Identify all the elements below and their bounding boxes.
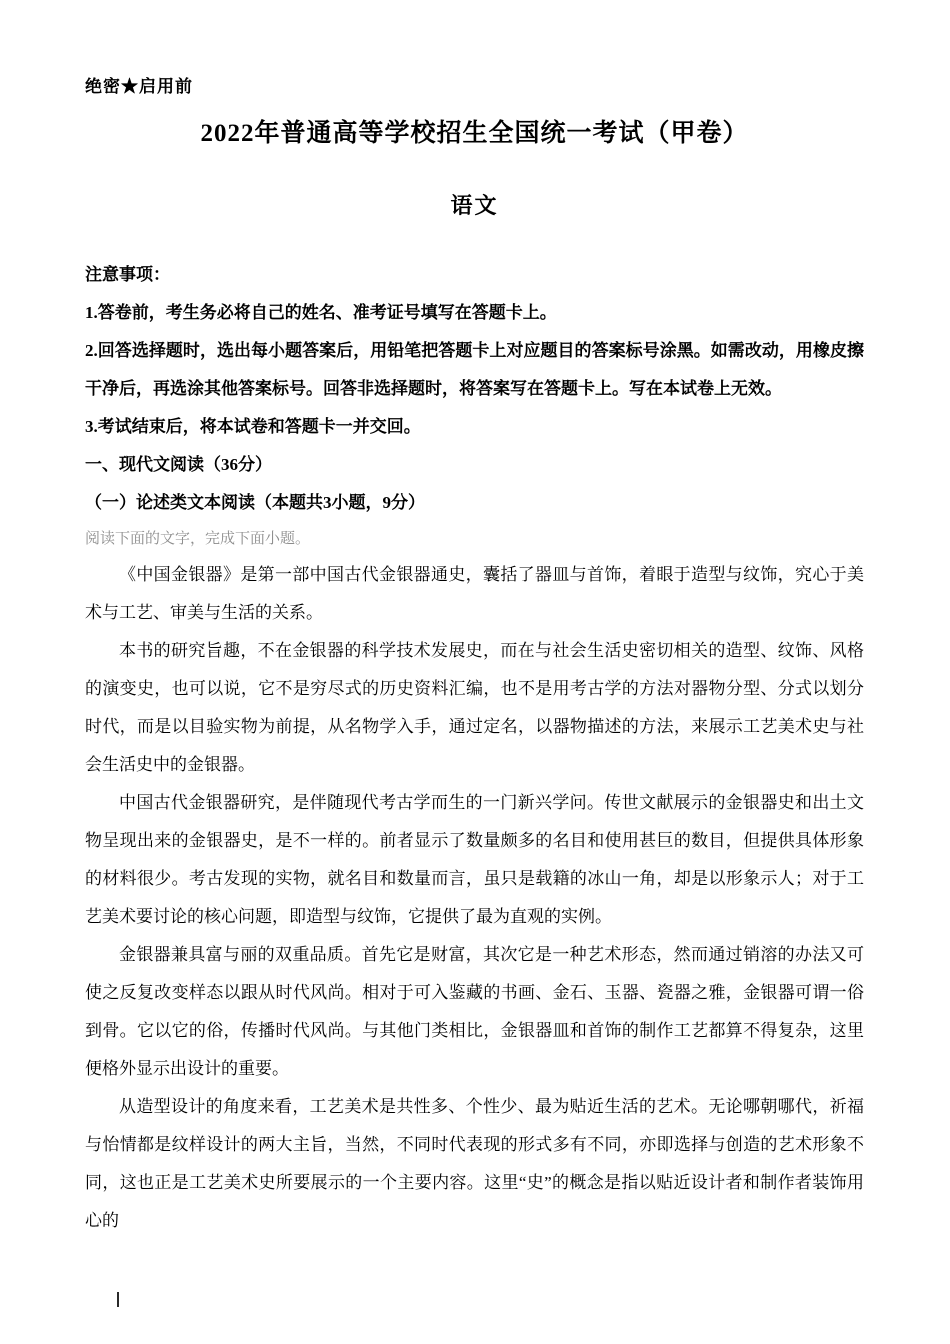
passage-paragraph-2: 本书的研究旨趣，不在金银器的科学技术发展史，而在与社会生活史密切相关的造型、纹饰、风格的演变史，也可以说，它不是穷尽式的历史资料汇编，也不是用考古学的方法对器物分型、分式以划分时代，而是以目验实物为前提，从名物学入手，通过定名，以器物描述的方法，来展示工艺美术史与社会生活史中的金银器。	[85, 641, 864, 774]
passage-paragraph-5: 从造型设计的角度来看，工艺美术是共性多、个性少、最为贴近生活的艺术。无论哪朝哪代，祈福与怡情都是纹样设计的两大主旨，当然，不同时代表现的形式多有不同，亦即选择与创造的艺术形象不同，这也正是工艺美术史所要展示的一个主要内容。这里“史”的概念是指以贴近设计者和制作者装饰用心的	[85, 1097, 864, 1230]
page-edge-mark	[117, 1292, 119, 1307]
exam-title: 2022年普通高等学校招生全国统一考试（甲卷）	[200, 120, 749, 147]
notice-item-3: 3.考试结束后，将本试卷和答题卡一并交回。	[85, 417, 421, 436]
reading-instruction: 阅读下面的文字，完成下面小题。	[85, 531, 311, 547]
classification-label: 绝密★启用前	[85, 77, 193, 96]
passage-paragraph-3: 中国古代金银器研究，是伴随现代考古学而生的一门新兴学问。传世文献展示的金银器史和出土文物呈现出来的金银器史，是不一样的。前者显示了数量颇多的名目和使用甚巨的数目，但提供具体形象的材料很少。考古发现的实物，就名目和数量而言，虽只是载籍的冰山一角，却是以形象示人；对于工艺美术要讨论的核心问题，即造型与纹饰，它提供了最为直观的实例。	[85, 793, 864, 926]
passage-paragraph-4: 金银器兼具富与丽的双重品质。首先它是财富，其次它是一种艺术形态，然而通过销溶的办法又可使之反复改变样态以跟从时代风尚。相对于可入鉴藏的书画、金石、玉器、瓷器之雅，金银器可谓一俗到骨。它以它的俗，传播时代风尚。与其他门类相比，金银器皿和首饰的制作工艺都算不得复杂，这里便格外显示出设计的重要。	[85, 945, 864, 1078]
subject-title: 语文	[450, 193, 499, 218]
notice-heading: 注意事项：	[85, 265, 170, 284]
subsection-heading-argumentative-reading: （一）论述类文本阅读（本题共3小题，9分）	[85, 493, 425, 512]
notice-item-1: 1.答卷前，考生务必将自己的姓名、准考证号填写在答题卡上。	[85, 303, 557, 322]
passage-paragraph-1: 《中国金银器》是第一部中国古代金银器通史，囊括了器皿与首饰，着眼于造型与纹饰，究心于美术与工艺、审美与生活的关系。	[85, 565, 864, 622]
section-heading-modern-reading: 一、现代文阅读（36分）	[85, 455, 272, 474]
notice-item-2: 2.回答选择题时，选出每小题答案后，用铅笔把答题卡上对应题目的答案标号涂黑。如需改动，用橡皮擦干净后，再选涂其他答案标号。回答非选择题时，将答案写在答题卡上。写在本试卷上无效。	[85, 341, 864, 398]
